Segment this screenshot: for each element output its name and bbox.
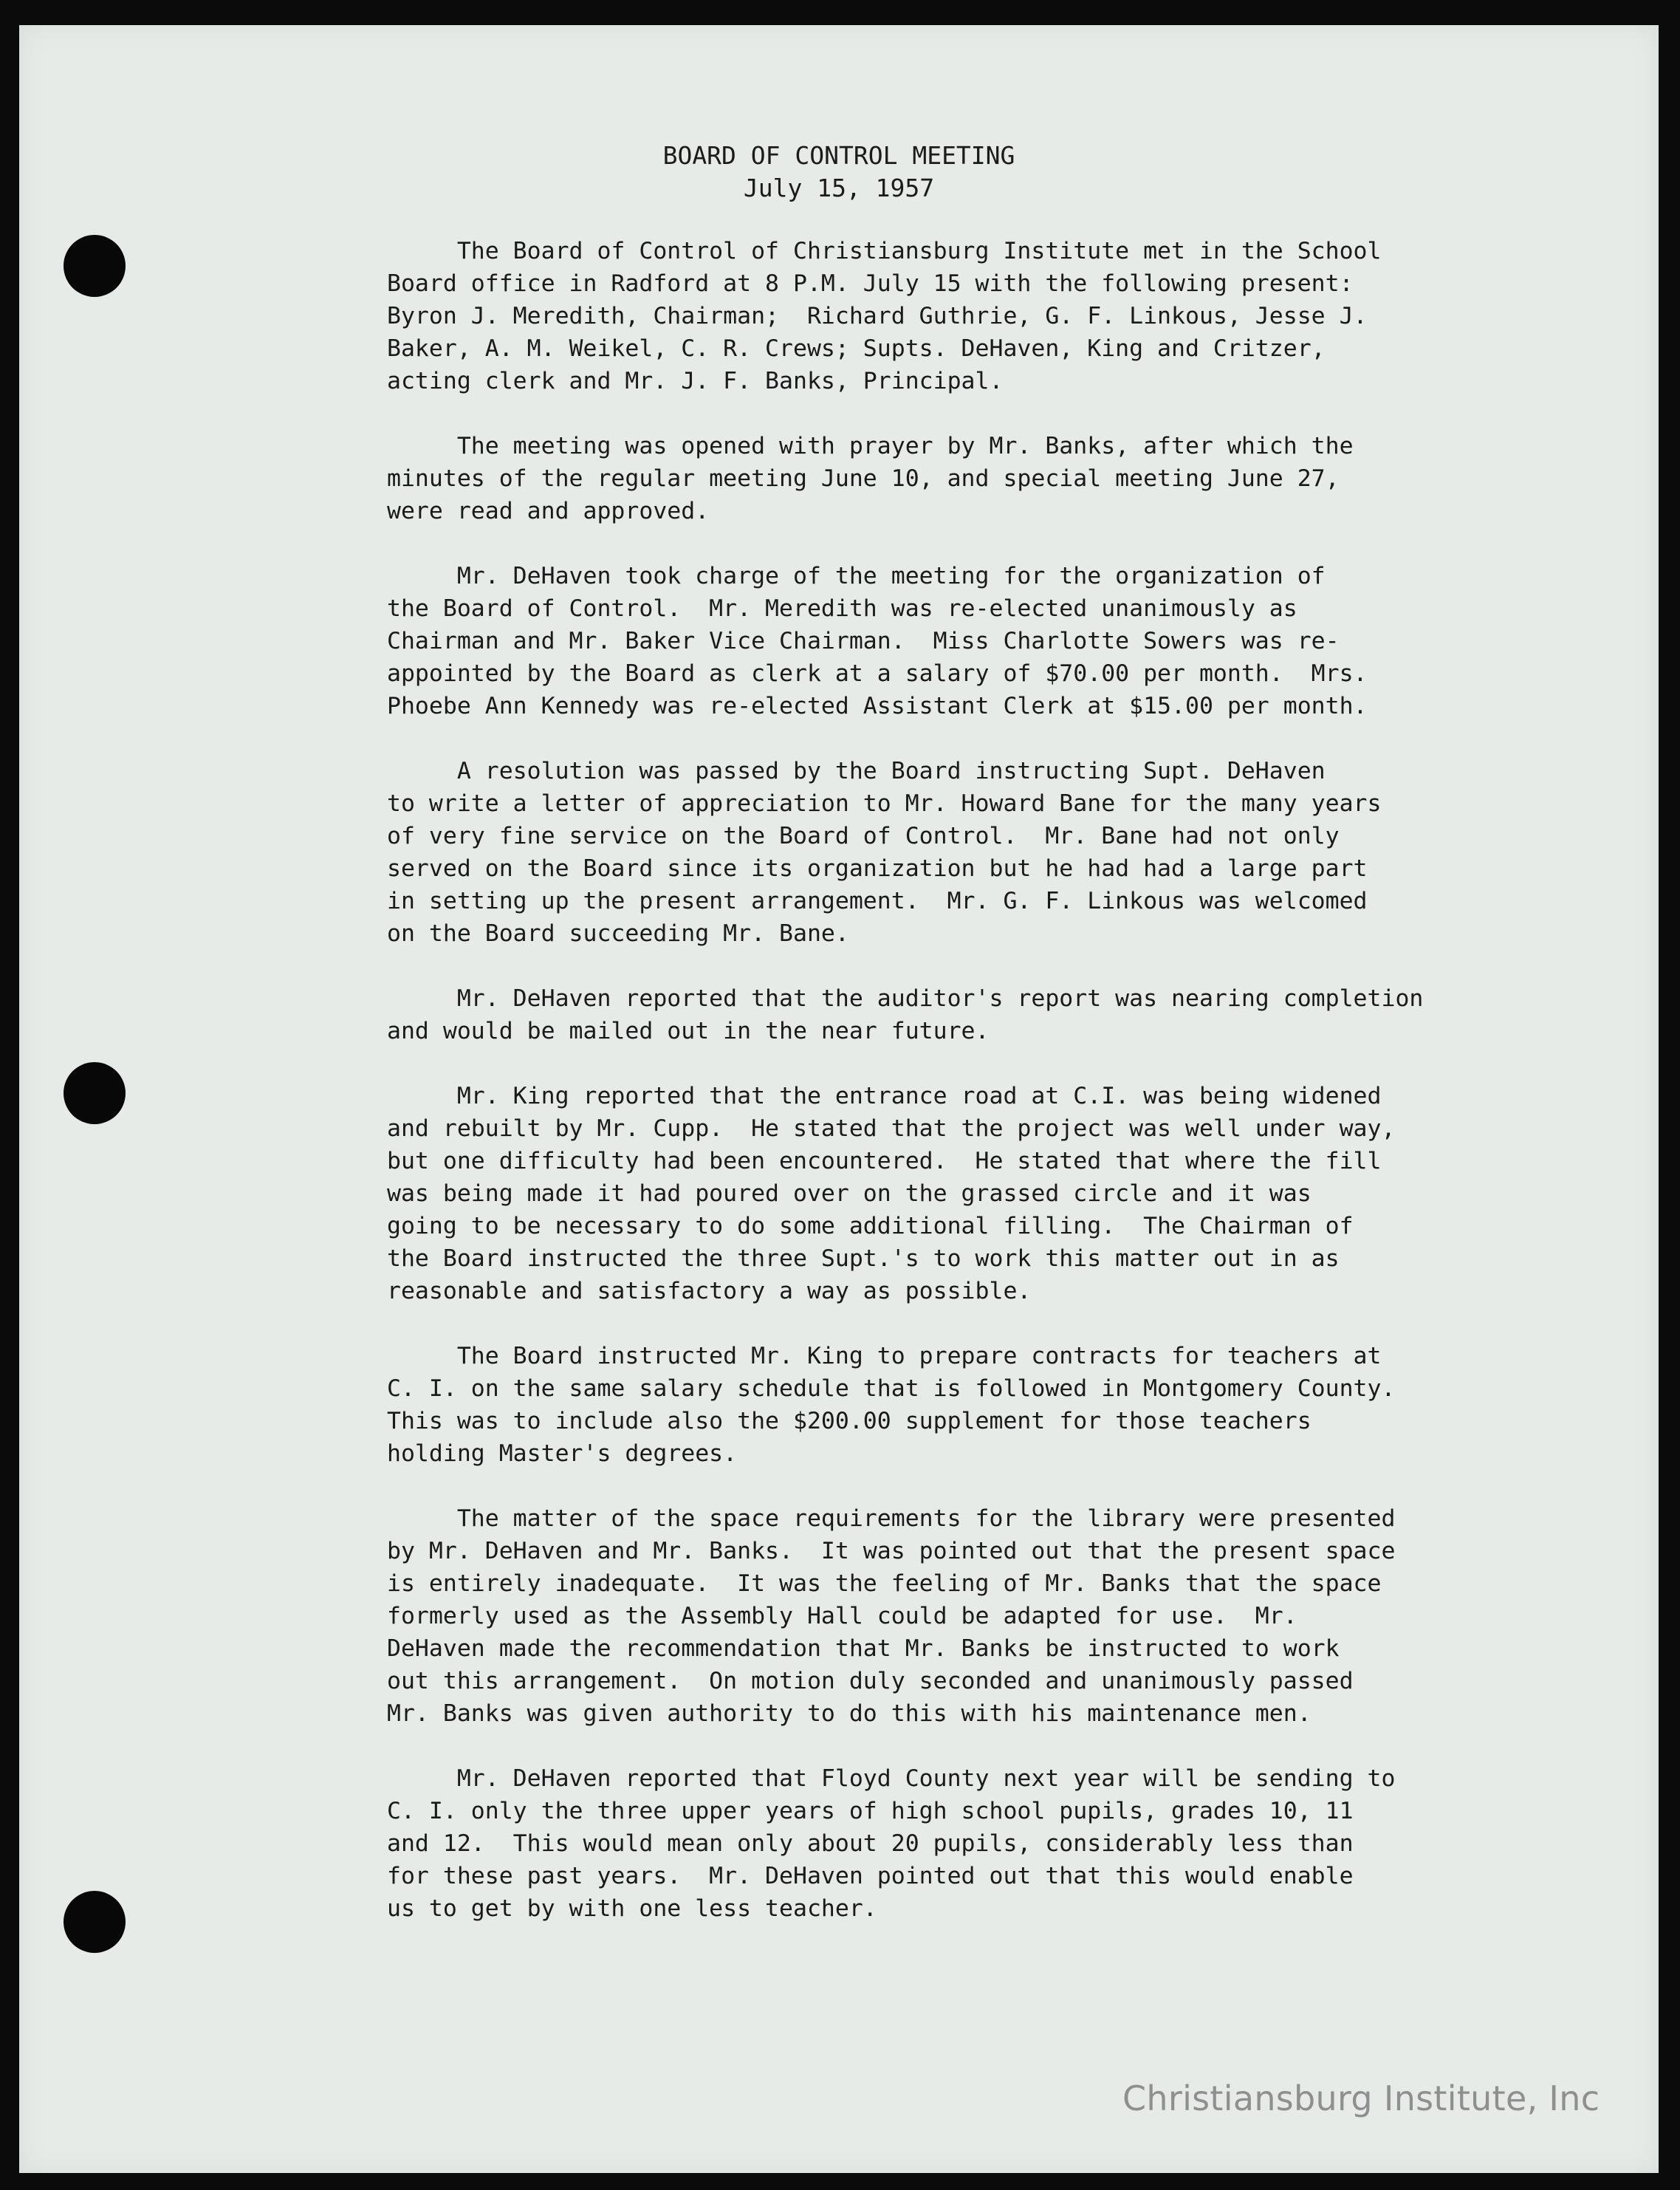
paragraph-attendance: The Board of Control of Christiansburg Institute met in the School Board office in Radford at 8 P.M. July 15 with the following present: Byron J. Meredith, Chairman; Richard Guthrie, G. F. Linkous, Jesse J. Baker, A. M. Weikel, C. R. Crews; Supts. DeHaven, King and Critzer, acting clerk and Mr. J. F. Banks, Principal. (387, 238, 1382, 394)
binder-hole-bottom (64, 1891, 126, 1953)
minutes-body (387, 235, 1628, 1957)
paragraph-contracts: The Board instructed Mr. King to prepare contracts for teachers at C. I. on the same salary schedule that is followed in Montgomery County. This was to include also the $200.00 supplement for those teachers holding Master's degrees. (387, 1343, 1396, 1467)
paragraph-library-space: The matter of the space requirements for the library were presented by Mr. DeHaven and Mr. Banks. It was pointed out that the present space is entirely inadequate. It was the feeling of Mr. Banks that the space formerly used as the Assembly Hall could be adapted for use. Mr. DeHaven made the recommendation that Mr. Banks be instructed to work out this arrangement. On motion duly seconded and unanimously passed Mr. Banks was given authority to do this with his maintenance men. (387, 1505, 1396, 1727)
paragraph-floyd-county: Mr. DeHaven reported that Floyd County next year will be sending to C. I. only the three upper years of high school pupils, grades 10, 11 and 12. This would mean only about 20 pupils, considerably less than for these past years. Mr. DeHaven pointed out that this would enable us to get by with one less teacher. (387, 1765, 1396, 1922)
document-page (19, 25, 1659, 2173)
paragraph-opening: The meeting was opened with prayer by Mr. Banks, after which the minutes of the regular meeting June 10, and special meeting June 27, were read and approved. (387, 433, 1354, 524)
document-title: BOARD OF CONTROL MEETING (662, 141, 1015, 170)
paragraph-organization: Mr. DeHaven took charge of the meeting for the organization of the Board of Control. Mr. Meredith was re-elected unanimously as Chairman and Mr. Baker Vice Chairman. Miss Charlotte Sowers was re- appointed by the Board as clerk at a salary of $70.00 per month. Mrs. Phoebe Ann Kennedy was re-elected Assistant Clerk at $15.00 per month. (387, 563, 1368, 719)
binder-hole-top (64, 235, 126, 297)
document-date: July 15, 1957 (743, 174, 935, 202)
paragraph-auditor-report: Mr. DeHaven reported that the auditor's report was nearing completion and would be mailed out in the near future. (387, 985, 1424, 1044)
paragraph-entrance-road: Mr. King reported that the entrance road at C.I. was being widened and rebuilt by Mr. Cupp. He stated that the project was well under way, but one difficulty had been encountered. He stated that where the fill was being made it had poured over on the grassed circle and it was going to be necessary to do some additional filling. The Chairman of the Board instructed the three Supt.'s to work this matter out in as reasonable and satisfactory a way as possible. (387, 1083, 1396, 1304)
binder-hole-middle (64, 1062, 126, 1124)
paragraph-resolution: A resolution was passed by the Board instructing Supt. DeHaven to write a letter of appreciation to Mr. Howard Bane for the many years of very fine service on the Board of Control. Mr. Bane had not only served on the Board since its organization but he had had a large part in setting up the present arrangement. Mr. G. F. Linkous was welcomed on the Board succeeding Mr. Bane. (387, 758, 1382, 947)
watermark-text: Christiansburg Institute, Inc (1122, 2078, 1600, 2118)
